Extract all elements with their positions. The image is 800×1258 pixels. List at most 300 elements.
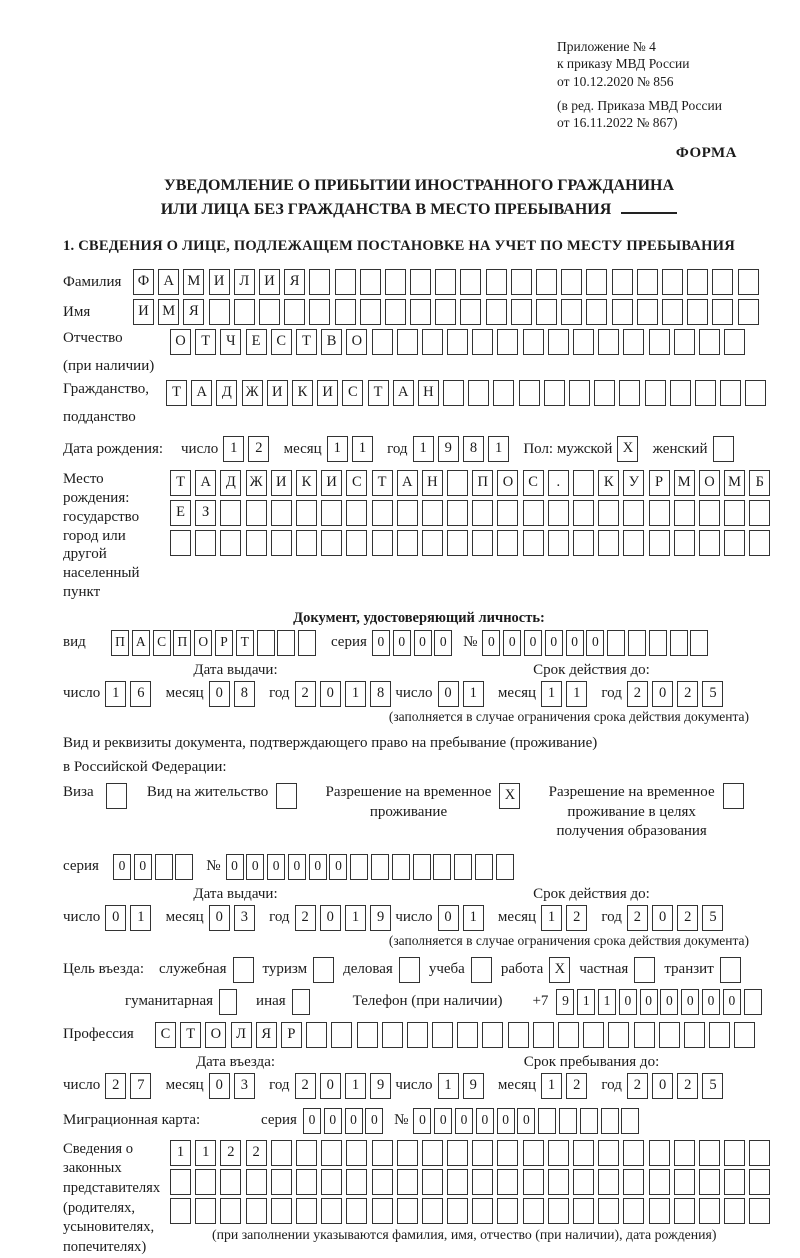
char-box[interactable] [435,269,456,295]
char-box[interactable] [432,1022,453,1048]
char-box[interactable] [296,530,317,556]
char-box[interactable] [486,269,507,295]
char-box[interactable] [649,1198,670,1224]
char-box[interactable] [623,530,644,556]
char-box[interactable]: 2 [248,436,269,462]
char-box[interactable] [749,1198,770,1224]
char-box[interactable] [649,329,670,355]
char-box[interactable] [687,269,708,295]
char-box[interactable] [413,854,431,880]
char-box[interactable] [447,500,468,526]
char-box[interactable]: 6 [130,681,151,707]
char-box[interactable]: Н [418,380,439,406]
char-box[interactable]: 0 [209,905,230,931]
char-box[interactable]: 0 [652,681,673,707]
char-box[interactable] [695,380,716,406]
char-box[interactable] [497,500,518,526]
char-box[interactable] [637,269,658,295]
char-box[interactable]: М [674,470,695,496]
char-box[interactable] [538,1108,556,1134]
char-box[interactable]: О [205,1022,226,1048]
char-box[interactable] [734,1022,755,1048]
char-box[interactable]: 0 [134,854,152,880]
char-box[interactable]: К [598,470,619,496]
char-box[interactable]: 0 [566,630,584,656]
char-box[interactable]: . [548,470,569,496]
char-box[interactable] [246,500,267,526]
char-box[interactable]: А [393,380,414,406]
char-box[interactable] [594,380,615,406]
char-box[interactable]: 2 [677,905,698,931]
char-box[interactable] [471,957,492,983]
char-box[interactable]: 2 [295,905,316,931]
char-box[interactable]: 1 [413,436,434,462]
char-box[interactable] [634,1022,655,1048]
char-box[interactable] [271,1140,292,1166]
char-box[interactable] [276,783,297,809]
char-box[interactable]: Е [170,500,191,526]
char-box[interactable] [233,957,254,983]
char-box[interactable] [486,299,507,325]
char-box[interactable]: 0 [619,989,637,1015]
char-box[interactable] [598,530,619,556]
char-box[interactable] [422,1169,443,1195]
char-box[interactable] [598,329,619,355]
char-box[interactable] [523,1169,544,1195]
char-box[interactable] [493,380,514,406]
char-box[interactable]: Л [231,1022,252,1048]
char-box[interactable]: 1 [438,1073,459,1099]
char-box[interactable] [619,380,640,406]
char-box[interactable] [749,500,770,526]
char-box[interactable] [447,1140,468,1166]
char-box[interactable]: 2 [295,1073,316,1099]
char-box[interactable] [482,1022,503,1048]
char-box[interactable] [321,1140,342,1166]
char-box[interactable]: И [271,470,292,496]
char-box[interactable]: 2 [295,681,316,707]
char-box[interactable] [607,630,625,656]
char-box[interactable] [257,630,275,656]
char-box[interactable] [371,854,389,880]
char-box[interactable]: 1 [345,681,366,707]
char-box[interactable] [220,1198,241,1224]
char-box[interactable]: 0 [652,1073,673,1099]
char-box[interactable] [569,380,590,406]
char-box[interactable] [435,299,456,325]
char-box[interactable] [601,1108,619,1134]
char-box[interactable] [433,854,451,880]
char-box[interactable]: 0 [209,1073,230,1099]
char-box[interactable]: 9 [438,436,459,462]
char-box[interactable] [385,299,406,325]
char-box[interactable] [357,1022,378,1048]
char-box[interactable] [397,1140,418,1166]
char-box[interactable] [306,1022,327,1048]
char-box[interactable] [447,470,468,496]
char-box[interactable] [573,1169,594,1195]
char-box[interactable]: Т [195,329,216,355]
char-box[interactable]: 0 [660,989,678,1015]
char-box[interactable]: 1 [488,436,509,462]
char-box[interactable] [497,1140,518,1166]
char-box[interactable] [561,299,582,325]
char-box[interactable] [497,329,518,355]
char-box[interactable] [271,1198,292,1224]
char-box[interactable] [674,1198,695,1224]
char-box[interactable] [397,329,418,355]
char-box[interactable] [460,299,481,325]
char-box[interactable] [612,299,633,325]
char-box[interactable] [699,530,720,556]
char-box[interactable]: 0 [105,905,126,931]
char-box[interactable] [472,530,493,556]
char-box[interactable]: 0 [652,905,673,931]
char-box[interactable] [659,1022,680,1048]
char-box[interactable] [195,530,216,556]
char-box[interactable]: 2 [566,1073,587,1099]
char-box[interactable]: X [549,957,570,983]
char-box[interactable] [561,269,582,295]
char-box[interactable] [321,1198,342,1224]
char-box[interactable]: 1 [577,989,595,1015]
char-box[interactable] [195,1169,216,1195]
char-box[interactable] [399,957,420,983]
char-box[interactable] [674,1140,695,1166]
char-box[interactable]: 0 [246,854,264,880]
char-box[interactable]: К [292,380,313,406]
char-box[interactable] [397,530,418,556]
char-box[interactable]: О [346,329,367,355]
char-box[interactable] [220,500,241,526]
char-box[interactable] [220,1169,241,1195]
char-box[interactable]: 0 [113,854,131,880]
char-box[interactable] [699,329,720,355]
char-box[interactable] [536,299,557,325]
char-box[interactable]: Ж [246,470,267,496]
char-box[interactable]: О [194,630,212,656]
char-box[interactable] [321,530,342,556]
char-box[interactable] [598,1140,619,1166]
char-box[interactable]: 0 [226,854,244,880]
char-box[interactable] [699,500,720,526]
char-box[interactable] [170,530,191,556]
char-box[interactable] [720,380,741,406]
char-box[interactable] [724,500,745,526]
char-box[interactable] [580,1108,598,1134]
char-box[interactable] [662,299,683,325]
char-box[interactable] [558,1022,579,1048]
char-box[interactable] [447,1169,468,1195]
char-box[interactable] [410,269,431,295]
char-box[interactable] [749,1140,770,1166]
char-box[interactable]: 2 [105,1073,126,1099]
char-box[interactable] [738,269,759,295]
char-box[interactable] [422,329,443,355]
char-box[interactable] [460,269,481,295]
char-box[interactable]: 0 [320,905,341,931]
char-box[interactable] [511,299,532,325]
char-box[interactable]: Т [372,470,393,496]
char-box[interactable] [621,1108,639,1134]
char-box[interactable]: Д [216,380,237,406]
char-box[interactable]: 0 [455,1108,473,1134]
char-box[interactable]: 0 [524,630,542,656]
char-box[interactable]: С [523,470,544,496]
char-box[interactable] [271,1169,292,1195]
char-box[interactable]: Ж [242,380,263,406]
char-box[interactable]: 0 [545,630,563,656]
char-box[interactable]: Ч [220,329,241,355]
char-box[interactable] [544,380,565,406]
char-box[interactable]: 0 [365,1108,383,1134]
char-box[interactable] [277,630,295,656]
char-box[interactable]: М [724,470,745,496]
char-box[interactable]: 0 [482,630,500,656]
char-box[interactable]: Т [180,1022,201,1048]
char-box[interactable] [447,1198,468,1224]
char-box[interactable] [313,957,334,983]
char-box[interactable] [649,630,667,656]
char-box[interactable]: С [342,380,363,406]
char-box[interactable]: А [158,269,179,295]
char-box[interactable]: И [321,470,342,496]
char-box[interactable] [496,854,514,880]
char-box[interactable]: И [133,299,154,325]
char-box[interactable] [209,299,230,325]
char-box[interactable]: Т [166,380,187,406]
char-box[interactable]: Р [281,1022,302,1048]
char-box[interactable] [573,1198,594,1224]
char-box[interactable]: О [170,329,191,355]
char-box[interactable] [321,500,342,526]
char-box[interactable] [623,500,644,526]
char-box[interactable] [372,329,393,355]
char-box[interactable] [372,1198,393,1224]
char-box[interactable] [346,1140,367,1166]
char-box[interactable]: З [195,500,216,526]
char-box[interactable]: С [346,470,367,496]
char-box[interactable] [472,1140,493,1166]
char-box[interactable] [712,269,733,295]
char-box[interactable] [497,1169,518,1195]
char-box[interactable] [296,500,317,526]
char-box[interactable]: Р [649,470,670,496]
char-box[interactable]: 2 [566,905,587,931]
char-box[interactable]: 1 [345,1073,366,1099]
char-box[interactable]: 0 [503,630,521,656]
char-box[interactable] [634,957,655,983]
char-box[interactable]: А [191,380,212,406]
char-box[interactable]: А [397,470,418,496]
char-box[interactable]: О [699,470,720,496]
char-box[interactable]: Ф [133,269,154,295]
char-box[interactable]: 0 [393,630,411,656]
char-box[interactable]: Д [220,470,241,496]
char-box[interactable]: 1 [541,681,562,707]
char-box[interactable]: И [317,380,338,406]
char-box[interactable]: 5 [702,681,723,707]
char-box[interactable] [511,269,532,295]
char-box[interactable] [674,500,695,526]
char-box[interactable] [608,1022,629,1048]
char-box[interactable] [271,500,292,526]
char-box[interactable]: И [259,269,280,295]
char-box[interactable]: П [111,630,129,656]
char-box[interactable] [331,1022,352,1048]
char-box[interactable] [724,329,745,355]
char-box[interactable]: 2 [246,1140,267,1166]
char-box[interactable] [346,500,367,526]
char-box[interactable]: С [271,329,292,355]
char-box[interactable] [296,1140,317,1166]
char-box[interactable] [259,299,280,325]
char-box[interactable]: 1 [541,905,562,931]
char-box[interactable]: 2 [627,681,648,707]
char-box[interactable] [155,854,173,880]
char-box[interactable] [170,1198,191,1224]
char-box[interactable]: Я [183,299,204,325]
char-box[interactable] [720,957,741,983]
char-box[interactable] [623,1198,644,1224]
char-box[interactable]: 2 [627,1073,648,1099]
char-box[interactable] [670,630,688,656]
char-box[interactable] [457,1022,478,1048]
char-box[interactable]: 2 [627,905,648,931]
char-box[interactable] [422,530,443,556]
char-box[interactable] [674,1169,695,1195]
char-box[interactable]: 2 [677,681,698,707]
char-box[interactable]: 2 [220,1140,241,1166]
char-box[interactable]: 0 [723,989,741,1015]
char-box[interactable] [372,500,393,526]
char-box[interactable] [397,1169,418,1195]
char-box[interactable] [397,1198,418,1224]
char-box[interactable] [712,299,733,325]
char-box[interactable] [447,329,468,355]
char-box[interactable] [523,500,544,526]
char-box[interactable]: Т [236,630,254,656]
char-box[interactable] [335,269,356,295]
char-box[interactable] [475,854,493,880]
char-box[interactable] [523,530,544,556]
char-box[interactable] [472,500,493,526]
char-box[interactable]: 0 [320,1073,341,1099]
char-box[interactable] [586,269,607,295]
char-box[interactable] [372,1140,393,1166]
char-box[interactable]: 8 [463,436,484,462]
char-box[interactable]: 8 [234,681,255,707]
char-box[interactable] [670,380,691,406]
char-box[interactable]: 0 [413,1108,431,1134]
char-box[interactable] [392,854,410,880]
char-box[interactable]: С [153,630,171,656]
char-box[interactable] [335,299,356,325]
char-box[interactable]: 9 [463,1073,484,1099]
char-box[interactable]: 0 [267,854,285,880]
char-box[interactable] [346,530,367,556]
char-box[interactable]: 9 [370,905,391,931]
char-box[interactable] [523,1140,544,1166]
char-box[interactable]: 0 [434,630,452,656]
char-box[interactable]: 0 [681,989,699,1015]
char-box[interactable] [649,500,670,526]
char-box[interactable] [372,1169,393,1195]
char-box[interactable] [175,854,193,880]
char-box[interactable] [298,630,316,656]
char-box[interactable] [246,1198,267,1224]
char-box[interactable]: 0 [309,854,327,880]
char-box[interactable]: 0 [209,681,230,707]
char-box[interactable]: 1 [105,681,126,707]
char-box[interactable] [468,380,489,406]
char-box[interactable] [372,530,393,556]
char-box[interactable]: О [497,470,518,496]
char-box[interactable]: 1 [541,1073,562,1099]
char-box[interactable] [533,1022,554,1048]
char-box[interactable] [292,989,310,1015]
char-box[interactable]: 9 [370,1073,391,1099]
char-box[interactable] [699,1169,720,1195]
char-box[interactable] [548,1198,569,1224]
char-box[interactable] [523,1198,544,1224]
char-box[interactable]: 0 [702,989,720,1015]
char-box[interactable]: Е [246,329,267,355]
char-box[interactable] [296,1169,317,1195]
char-box[interactable] [246,1169,267,1195]
char-box[interactable]: Т [368,380,389,406]
char-box[interactable] [350,854,368,880]
char-box[interactable] [674,329,695,355]
char-box[interactable] [724,1140,745,1166]
char-box[interactable]: Р [215,630,233,656]
char-box[interactable] [422,1198,443,1224]
char-box[interactable] [598,1198,619,1224]
char-box[interactable] [195,1198,216,1224]
char-box[interactable] [724,1198,745,1224]
char-box[interactable] [598,1169,619,1195]
char-box[interactable] [744,989,762,1015]
char-box[interactable] [548,500,569,526]
char-box[interactable] [397,500,418,526]
char-box[interactable] [583,1022,604,1048]
char-box[interactable] [385,269,406,295]
char-box[interactable] [684,1022,705,1048]
char-box[interactable] [422,1140,443,1166]
char-box[interactable]: 0 [288,854,306,880]
char-box[interactable] [472,329,493,355]
char-box[interactable]: 0 [345,1108,363,1134]
char-box[interactable] [573,470,594,496]
char-box[interactable] [219,989,237,1015]
char-box[interactable] [699,1198,720,1224]
char-box[interactable] [559,1108,577,1134]
char-box[interactable] [454,854,472,880]
char-box[interactable] [573,500,594,526]
char-box[interactable] [472,1169,493,1195]
char-box[interactable] [612,269,633,295]
char-box[interactable]: С [155,1022,176,1048]
char-box[interactable]: 1 [170,1140,191,1166]
char-box[interactable] [170,1169,191,1195]
char-box[interactable] [106,783,127,809]
char-box[interactable] [724,530,745,556]
char-box[interactable]: Б [749,470,770,496]
char-box[interactable]: X [499,783,520,809]
char-box[interactable] [687,299,708,325]
char-box[interactable] [628,630,646,656]
char-box[interactable]: А [132,630,150,656]
